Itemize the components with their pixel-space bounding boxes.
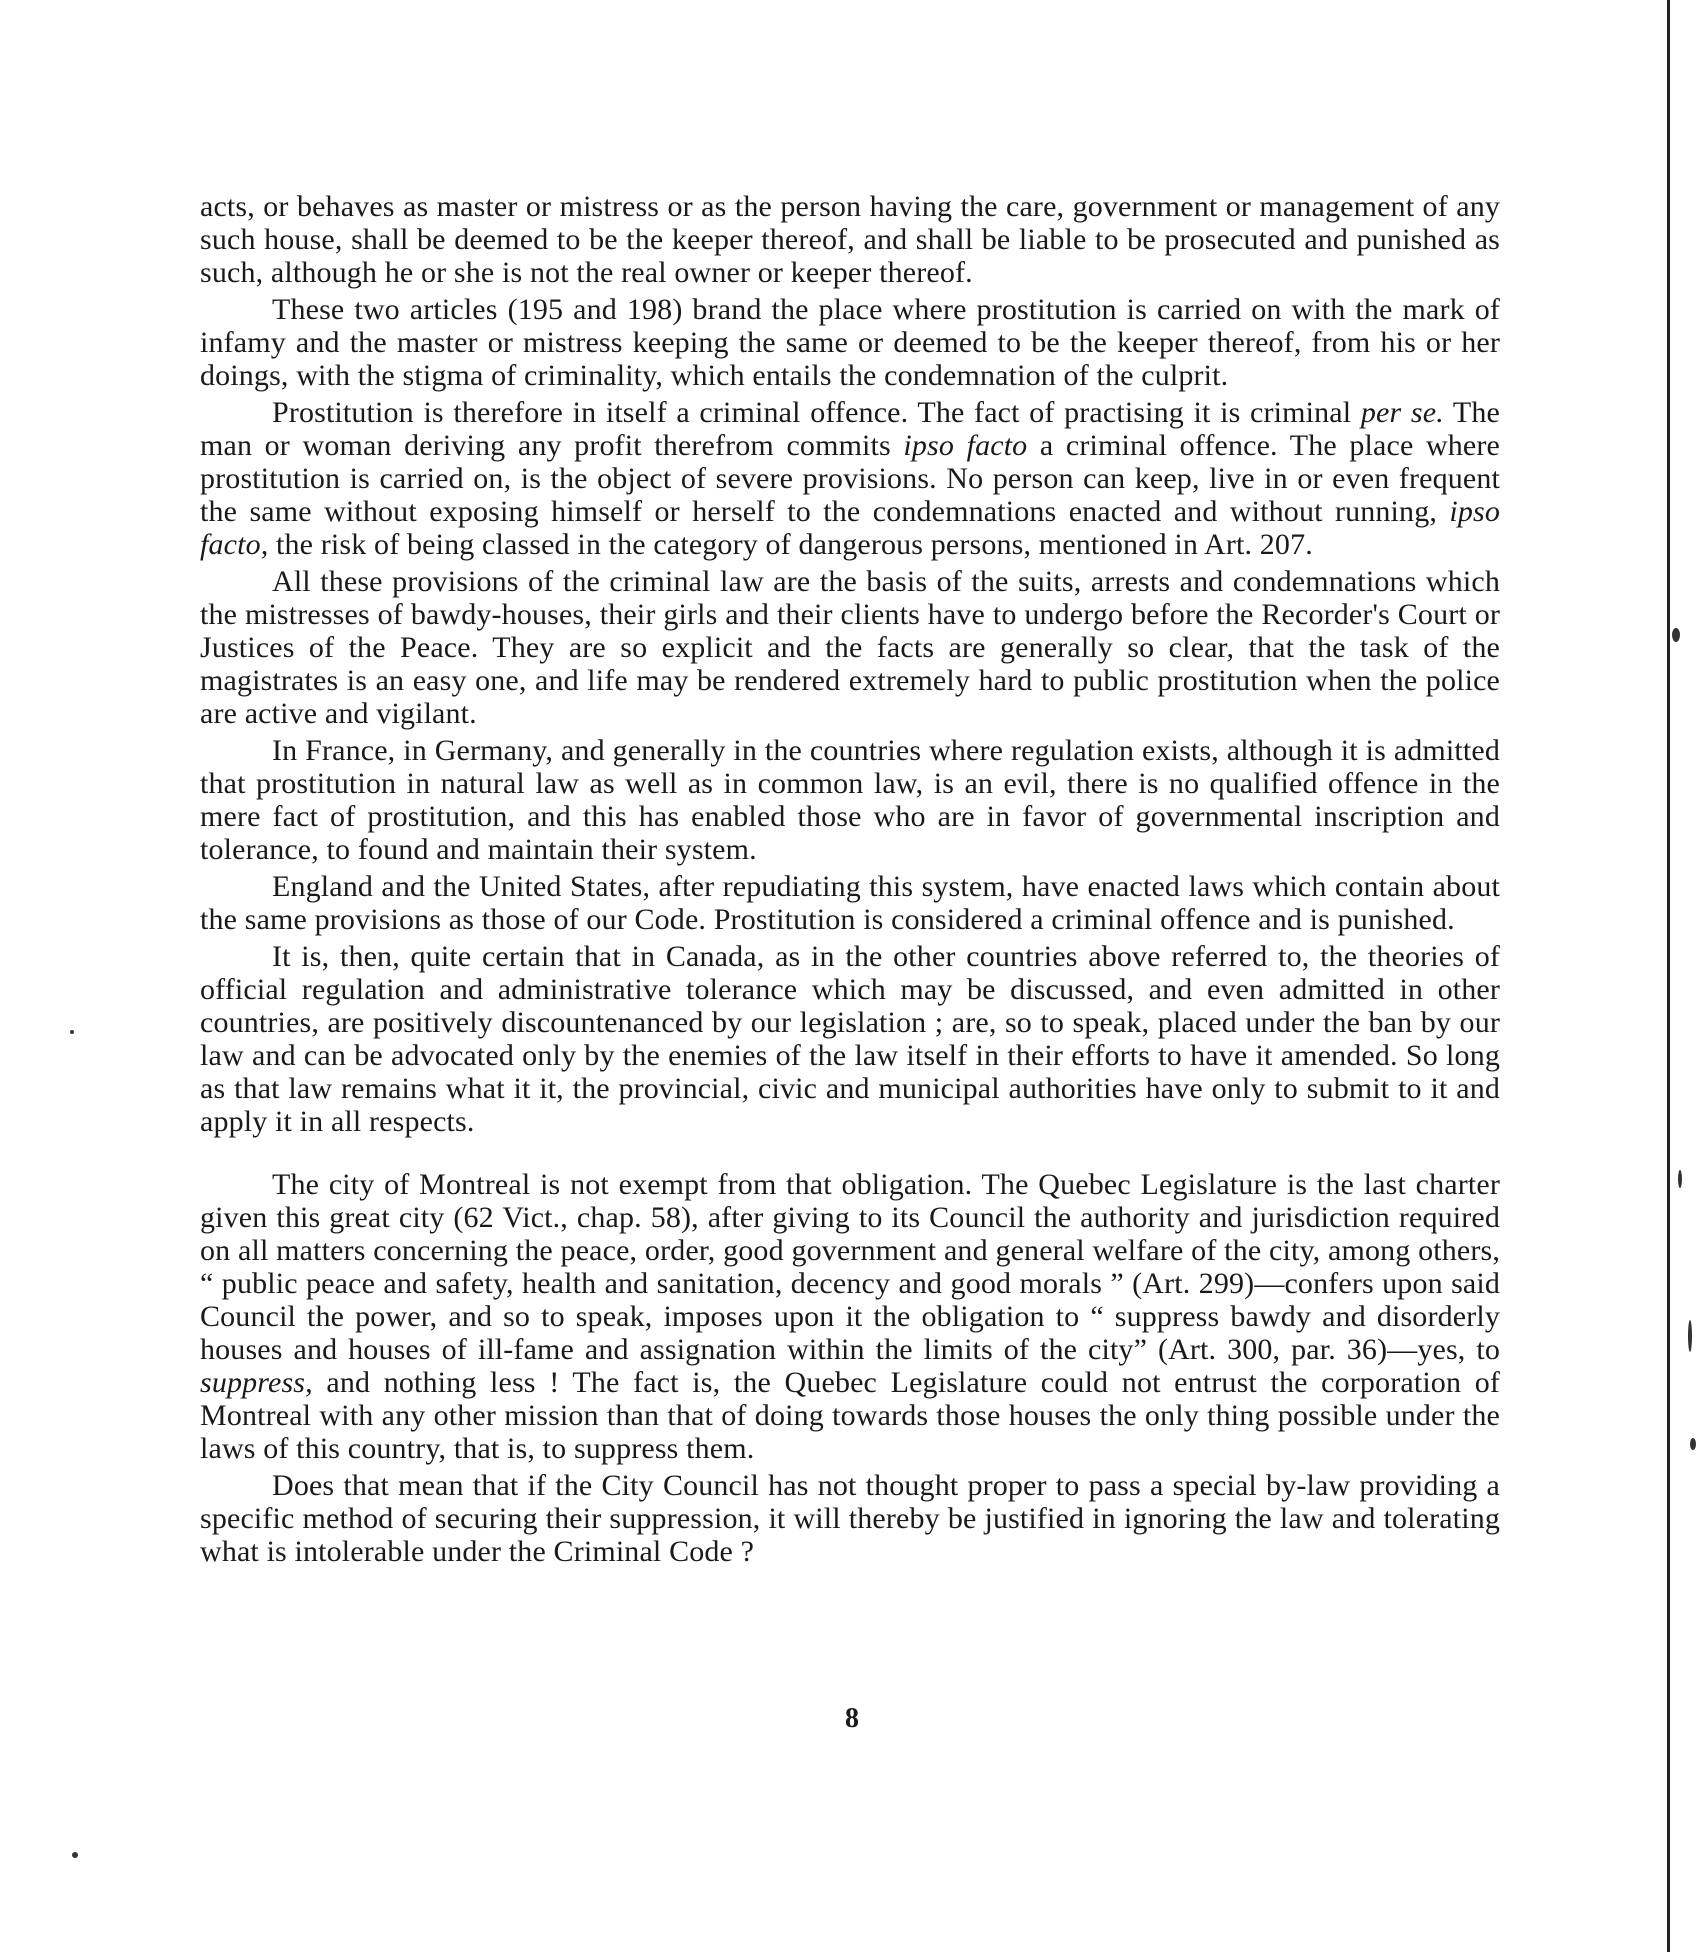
paragraph-0-text: acts, or behaves as master or mistress or as the person having the care, government or management of any such house, shall be deemed to be the keeper thereof, and shall be liable to be prosecuted and punished as such, although he or she is not the real owner or keeper thereof. (200, 190, 1500, 289)
paragraph-4 (200, 734, 1500, 866)
body-text (200, 190, 1500, 1572)
scan-speck (1672, 628, 1680, 642)
paragraph-0 (200, 190, 1500, 289)
paragraph-6-text: It is, then, quite certain that in Canada, as in the other countries above referred to, the theories of official regulation and administrative tolerance which may be discussed, and even admitted in other countries, are positively discountenanced by our legislation ; are, so to speak, placed under the ban by our law and can be advocated only by the enemies of the law itself in their efforts to have it amended. So long as that law remains what it it, the provincial, civic and municipal authorities have only to submit to it and apply it in all respects. (200, 940, 1500, 1138)
paragraph-7-italic: suppress, (200, 1366, 313, 1399)
paragraph-2-segment: a criminal offence. The place where prostitution is carried on, is the object of severe provisions. No person can keep, live in or even frequent the same without exposing himself or herself to the condemnations enacted and without running, (200, 429, 1500, 528)
paragraph-2-italic: ipso facto (903, 429, 1028, 462)
paragraph-2-italic: per se. (1360, 396, 1444, 429)
page-number: 8 (845, 1703, 859, 1734)
scan-speck (1690, 1438, 1696, 1450)
paragraph-2-segment: the risk of being classed in the category of dangerous persons, mentioned in Art. 207. (268, 528, 1313, 561)
paragraph-3-text: All these provisions of the criminal law are the basis of the suits, arrests and condemnations which the mistresses of bawdy-houses, their girls and their clients have to undergo before the Recorder's Court or Justices of the Peace. They are so explicit and the facts are generally so clear, that the task of the magistrates is an easy one, and life may be rendered extremely hard to public prostitution when the police are active and vigilant. (200, 565, 1500, 730)
paragraph-5 (200, 870, 1500, 936)
paragraph-2-segment: The man or woman deriving any profit therefrom commits (200, 396, 1501, 462)
scan-speck (70, 1030, 74, 1034)
scan-speck (1678, 1170, 1682, 1188)
paragraph-1-text: These two articles (195 and 198) brand the place where prostitution is carried on with the mark of infamy and the master or mistress keeping the same or deemed to be the keeper thereof, from his or her doings, with the stigma of criminality, which entails the condemnation of the culprit. (200, 293, 1500, 392)
paragraph-2-segment: Prostitution is therefore in itself a criminal offence. The fact of practising it is criminal (272, 396, 1361, 429)
scan-speck (72, 1852, 78, 1858)
paragraph-7-segment: The city of Montreal is not exempt from that obligation. The Quebec Legislature is the last charter given this great city (62 Vict., chap. 58), after giving to its Council the authority and jurisdiction required on all matters concerning the peace, order, good government and general welfare of the city, among others, “ public peace and safety, health and sanitation, decency and good morals ” (Art. 299)—confers upon said Council the power, and so to speak, imposes upon it the obligation to “ suppress bawdy and disorderly houses and houses of ill-fame and assignation within the limits of the city” (Art. 300, par. 36)—yes, to (200, 1168, 1500, 1366)
paragraph-8-text: Does that mean that if the City Council has not thought proper to pass a special by-law providing a specific method of securing their suppression, it will thereby be justified in ignoring the law and tolerating what is intolerable under the Criminal Code ? (200, 1469, 1500, 1568)
paragraph-6 (200, 940, 1500, 1138)
paragraph-3 (200, 565, 1500, 730)
paragraph-2-italic: ipso facto, (200, 495, 1500, 561)
paragraph-4-text: In France, in Germany, and generally in the countries where regulation exists, although it is admitted that prostitution in natural law as well as in common law, is an evil, there is no qualified offence in the mere fact of prostitution, and this has enabled those who are in favor of governmental inscription and tolerance, to found and maintain their system. (200, 734, 1500, 866)
paragraph-7-segment: and nothing less ! The fact is, the Quebec Legislature could not entrust the corporation of Montreal with any other mission than that of doing towards those houses the only thing possible under the laws of this country, that is, to suppress them. (200, 1366, 1500, 1465)
paragraph-5-text: England and the United States, after repudiating this system, have enacted laws which contain about the same provisions as those of our Code. Prostitution is considered a criminal offence and is punished. (200, 870, 1500, 936)
paragraph-7 (200, 1168, 1500, 1465)
scan-speck (1688, 1320, 1692, 1352)
paragraph-2 (200, 396, 1500, 561)
paragraph-8 (200, 1469, 1500, 1568)
paragraph-1 (200, 293, 1500, 392)
